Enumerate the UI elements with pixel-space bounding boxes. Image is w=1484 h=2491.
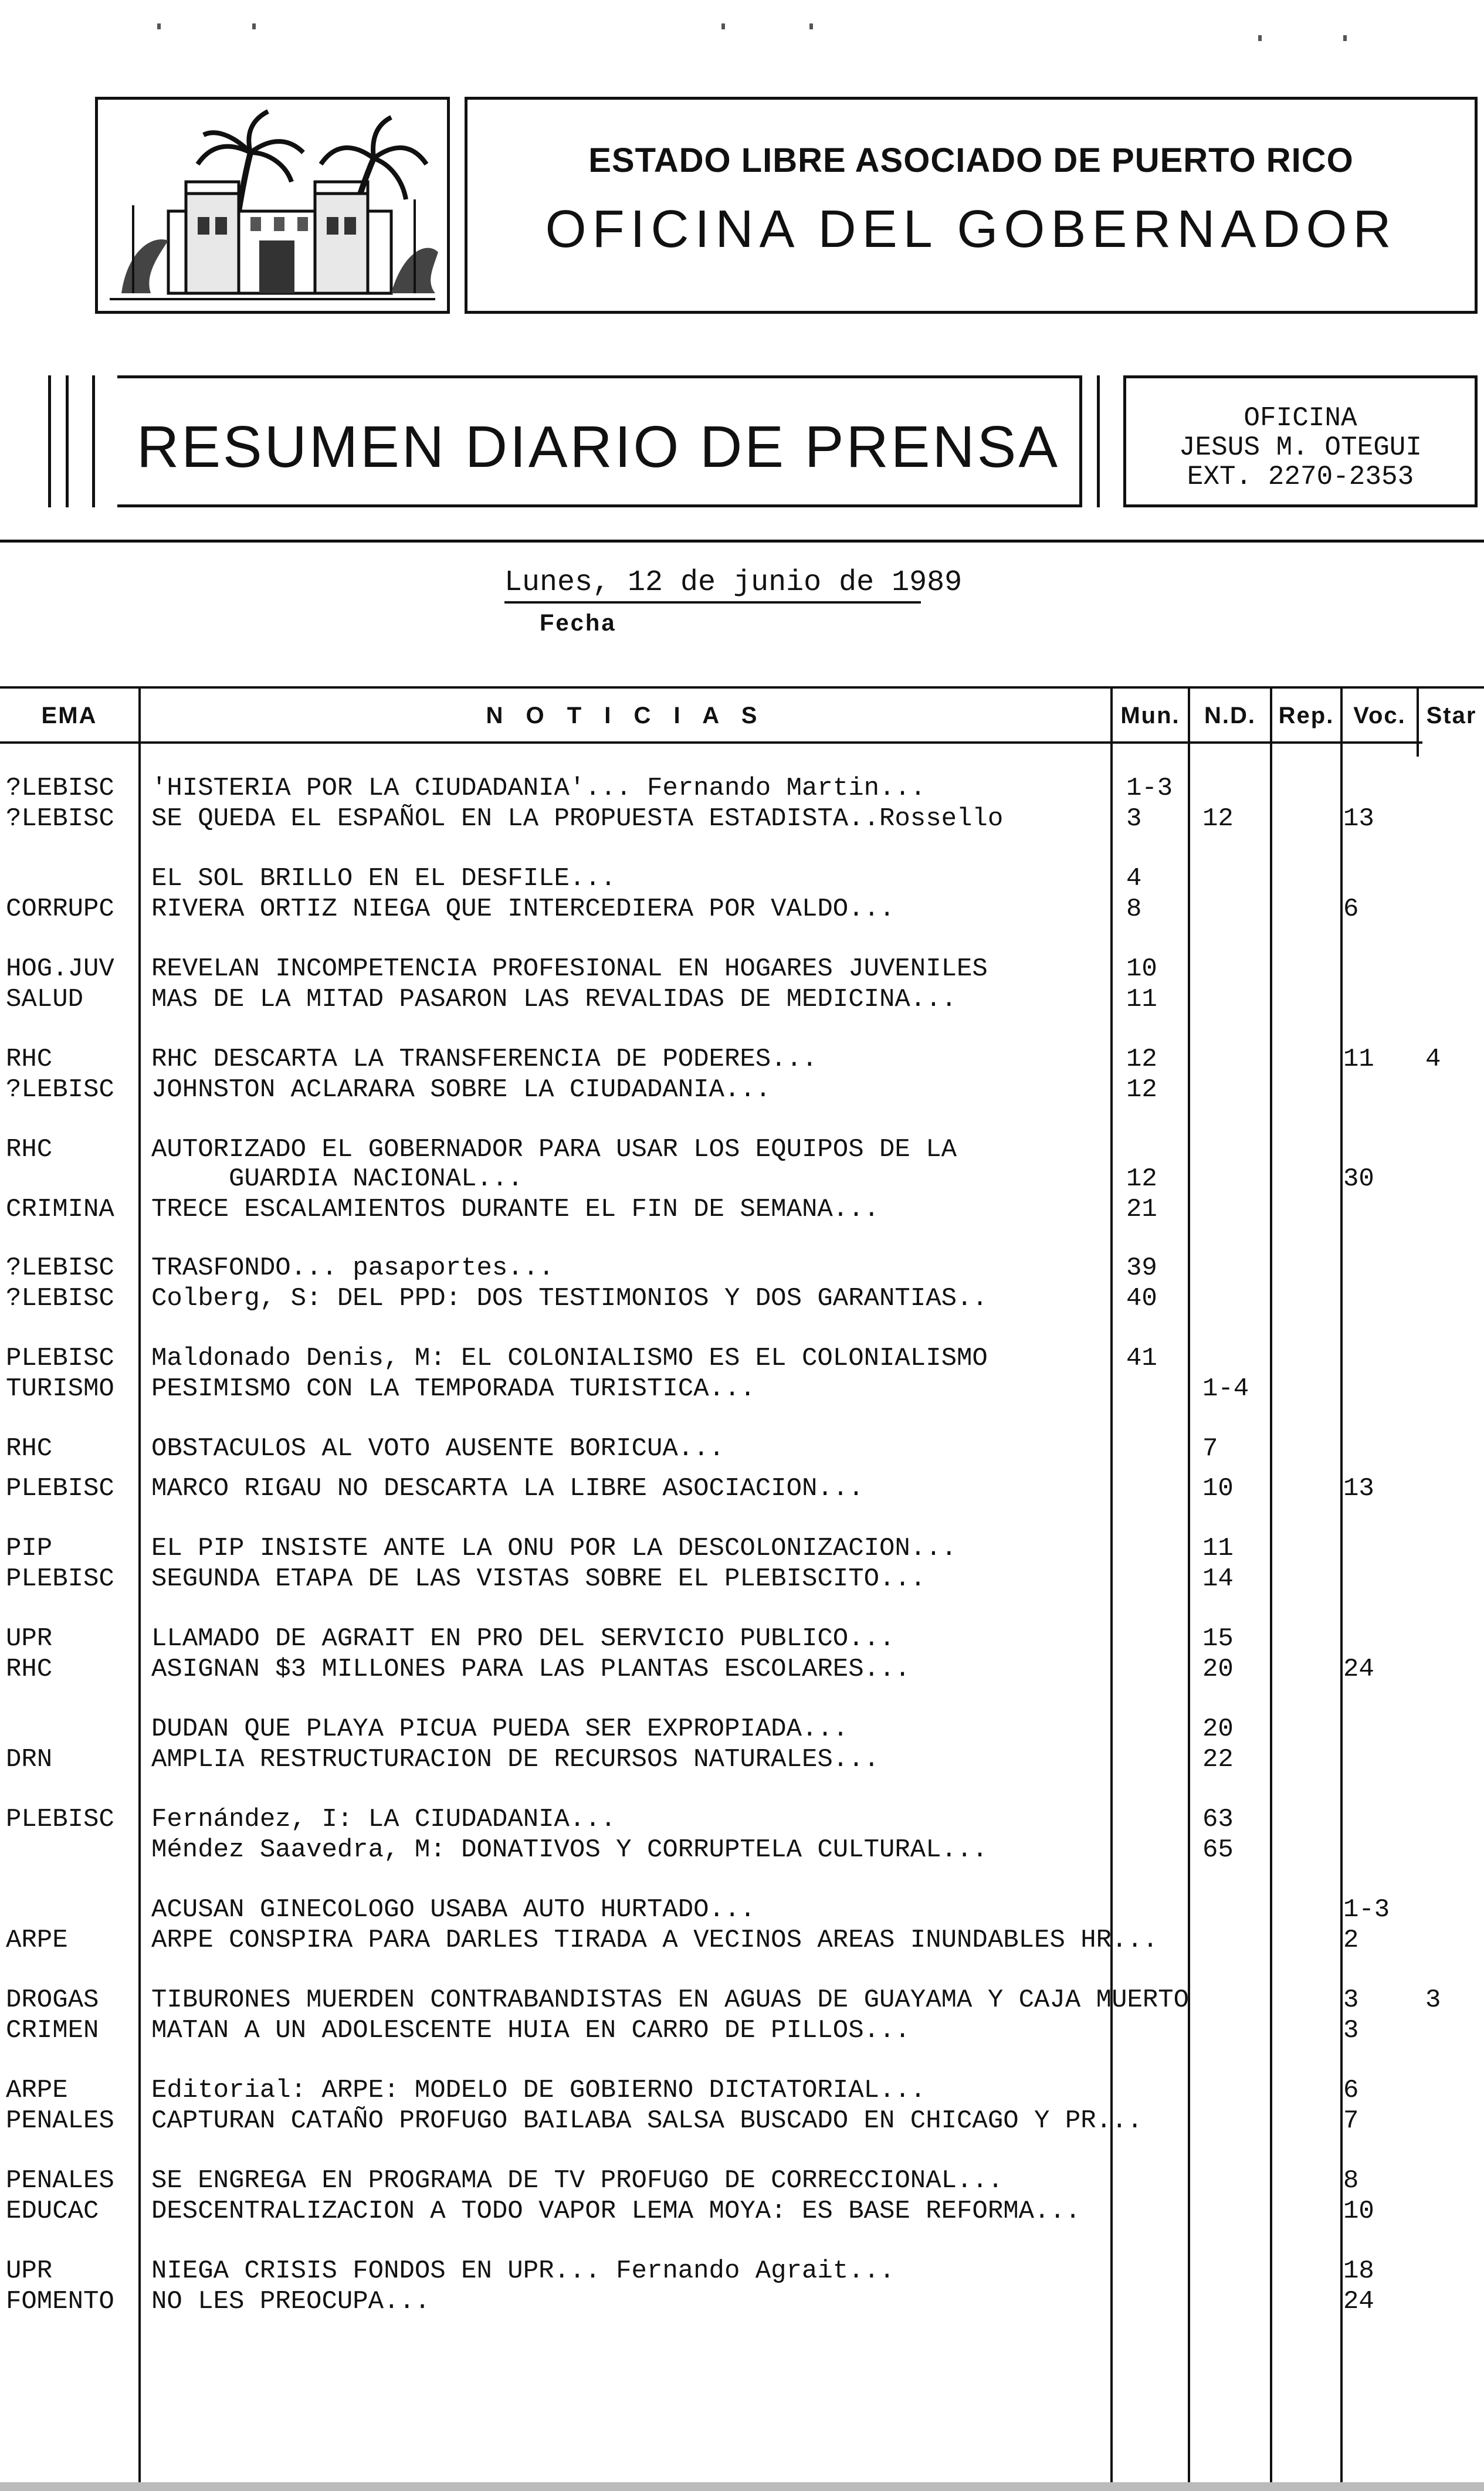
banner-right-bar (1079, 375, 1082, 507)
cell-tema: ?LEBISC (6, 1284, 114, 1313)
cell-nd: 15 (1202, 1624, 1234, 1653)
cell-tema: RHC (6, 1045, 53, 1074)
cell-tema: UPR (6, 1624, 53, 1653)
cell-nd: 11 (1202, 1534, 1234, 1563)
cell-news: 'HISTERIA POR LA CIUDADANIA'... Fernando Martin... (151, 774, 926, 803)
cell-news: TIBURONES MUERDEN CONTRABANDISTAS EN AGUAS DE GUAYAMA Y CAJA MUERTO (151, 1985, 1190, 2015)
cell-mun: 11 (1126, 985, 1157, 1014)
table-row (0, 1283, 1484, 1314)
table-header-rule (0, 741, 1422, 744)
cell-tema: ARPE (6, 2076, 68, 2105)
cell-voc: 13 (1343, 804, 1374, 833)
cell-mun: 4 (1126, 864, 1142, 893)
cell-news: DUDAN QUE PLAYA PICUA PUEDA SER EXPROPIADA... (151, 1714, 849, 1744)
cell-tema: RHC (6, 1434, 53, 1463)
table-row (0, 2106, 1484, 2136)
cell-voc: 8 (1343, 2166, 1359, 2195)
cell-news: TRECE ESCALAMIENTOS DURANTE EL FIN DE SEMANA... (151, 1195, 880, 1224)
contact-extension: EXT. 2270-2353 (1187, 462, 1414, 492)
cell-tema: PLEBISC (6, 1564, 114, 1594)
cell-tema: PIP (6, 1534, 53, 1563)
table-row (0, 1925, 1484, 1955)
table-top-rule (0, 686, 1484, 689)
cell-voc: 6 (1343, 2076, 1359, 2105)
table-row (0, 1253, 1484, 1283)
cell-nd: 22 (1202, 1745, 1234, 1774)
table-row (0, 773, 1484, 804)
cell-mun: 10 (1126, 954, 1157, 984)
header-noticias: N O T I C I A S (486, 702, 765, 728)
table-row (0, 1985, 1484, 2015)
header-mun: Mun. (1120, 702, 1180, 728)
cell-tema: ?LEBISC (6, 1253, 114, 1283)
cell-news: JOHNSTON ACLARARA SOBRE LA CIUDADANIA... (151, 1075, 771, 1104)
table-row (0, 1044, 1484, 1075)
header-nd: N.D. (1204, 702, 1256, 728)
cell-tema: TURISMO (6, 1374, 114, 1404)
table-row (0, 954, 1484, 984)
cell-news: DESCENTRALIZACION A TODO VAPOR LEMA MOYA: ES BASE REFORMA... (151, 2197, 1081, 2226)
cell-mun: 41 (1126, 1344, 1157, 1373)
cell-news: TRASFONDO... pasaportes... (151, 1253, 554, 1283)
logo-box (95, 97, 450, 314)
cell-voc: 18 (1343, 2256, 1374, 2286)
date-underline (504, 601, 921, 604)
scan-speck (721, 23, 725, 29)
table-row (0, 1714, 1484, 1744)
table-row (0, 1804, 1484, 1835)
cell-news: NIEGA CRISIS FONDOS EN UPR... Fernando Agrait... (151, 2256, 895, 2286)
cell-news: EL SOL BRILLO EN EL DESFILE... (151, 864, 616, 893)
cell-mun: 40 (1126, 1284, 1157, 1313)
table-row (0, 1564, 1484, 1594)
cell-tema: CRIMINA (6, 1195, 114, 1224)
cell-news: SE ENGREGA EN PROGRAMA DE TV PROFUGO DE CORRECCIONAL... (151, 2166, 1004, 2195)
cell-mun: 3 (1126, 804, 1142, 833)
cell-news: LLAMADO DE AGRAIT EN PRO DEL SERVICIO PUBLICO... (151, 1624, 895, 1653)
cell-mun: 8 (1126, 894, 1142, 924)
table-row (0, 1654, 1484, 1685)
banner-left-bar (48, 375, 51, 507)
cell-tema: RHC (6, 1135, 53, 1164)
cell-voc: 24 (1343, 2287, 1374, 2316)
cell-news: Editorial: ARPE: MODELO DE GOBIERNO DICTATORIAL... (151, 2076, 926, 2105)
cell-nd: 1-4 (1202, 1374, 1249, 1404)
cell-news: ACUSAN GINECOLOGO USABA AUTO HURTADO... (151, 1895, 755, 1924)
scan-edge (0, 2482, 1484, 2491)
cell-news: Méndez Saavedra, M: DONATIVOS Y CORRUPTELA CULTURAL... (151, 1835, 988, 1865)
cell-nd: 12 (1202, 804, 1234, 833)
table-row (0, 984, 1484, 1015)
office-name: OFICINA DEL GOBERNADOR (545, 200, 1397, 259)
title-box (465, 97, 1478, 314)
cell-tema: UPR (6, 2256, 53, 2286)
table-row (0, 1194, 1484, 1225)
table-row (0, 1374, 1484, 1404)
cell-tema: ARPE (6, 1926, 68, 1955)
cell-news: GUARDIA NACIONAL... (151, 1164, 523, 1194)
cell-tema: RHC (6, 1655, 53, 1684)
cell-tema: PLEBISC (6, 1805, 114, 1834)
cell-nd: 65 (1202, 1835, 1234, 1865)
cell-tema: PLEBISC (6, 1344, 114, 1373)
scan-speck (157, 23, 161, 29)
header-tema: EMA (41, 702, 97, 728)
cell-voc: 6 (1343, 894, 1359, 924)
cell-news: MAS DE LA MITAD PASARON LAS REVALIDAS DE MEDICINA... (151, 985, 957, 1014)
cell-mun: 39 (1126, 1253, 1157, 1283)
cell-nd: 63 (1202, 1805, 1234, 1834)
header-voc: Voc. (1353, 702, 1406, 728)
fortaleza-building-illustration (98, 100, 447, 311)
cell-nd: 10 (1202, 1474, 1234, 1503)
cell-news: REVELAN INCOMPETENCIA PROFESIONAL EN HOGARES JUVENILES (151, 954, 988, 984)
cell-voc: 24 (1343, 1655, 1374, 1684)
cell-news: NO LES PREOCUPA... (151, 2287, 431, 2316)
cell-voc: 10 (1343, 2197, 1374, 2226)
cell-nd: 20 (1202, 1655, 1234, 1684)
cell-news: SEGUNDA ETAPA DE LAS VISTAS SOBRE EL PLEBISCITO... (151, 1564, 926, 1594)
cell-mun: 12 (1126, 1045, 1157, 1074)
cell-news: SE QUEDA EL ESPAÑOL EN LA PROPUESTA ESTADISTA..Rossello (151, 804, 1004, 833)
cell-news: AMPLIA RESTRUCTURACION DE RECURSOS NATURALES... (151, 1745, 880, 1774)
table-row (0, 863, 1484, 894)
cell-voc: 30 (1343, 1164, 1374, 1194)
table-row (0, 1533, 1484, 1564)
cell-tema: HOG.JUV (6, 954, 114, 984)
table-row (0, 1473, 1484, 1504)
table-row (0, 1134, 1484, 1165)
table-row (0, 1164, 1484, 1194)
table-row (0, 804, 1484, 834)
cell-mun: 21 (1126, 1195, 1157, 1224)
table-row (0, 1894, 1484, 1925)
cell-mun: 12 (1126, 1075, 1157, 1104)
cell-voc: 3 (1343, 2016, 1359, 2045)
cell-tema: SALUD (6, 985, 84, 1014)
table-row (0, 2075, 1484, 2106)
cell-voc: 11 (1343, 1045, 1374, 1074)
table-row (0, 1075, 1484, 1105)
banner-box (117, 375, 1079, 507)
cell-news: RHC DESCARTA LA TRANSFERENCIA DE PODERES... (151, 1045, 818, 1074)
cell-star: 4 (1425, 1045, 1441, 1074)
cell-tema: PENALES (6, 2106, 114, 2136)
cell-voc: 3 (1343, 1985, 1359, 2015)
header-rep: Rep. (1278, 702, 1334, 728)
scan-speck (1343, 35, 1347, 41)
cell-news: Maldonado Denis, M: EL COLONIALISMO ES EL COLONIALISMO (151, 1344, 988, 1373)
cell-news: MATAN A UN ADOLESCENTE HUIA EN CARRO DE PILLOS... (151, 2016, 910, 2045)
cell-tema: CRIMEN (6, 2016, 99, 2045)
cell-voc: 13 (1343, 1474, 1374, 1503)
contact-name: JESUS M. OTEGUI (1178, 432, 1422, 463)
cell-nd: 20 (1202, 1714, 1234, 1744)
table-row (0, 1835, 1484, 1865)
table-row (0, 1624, 1484, 1654)
contact-office: OFICINA (1244, 403, 1357, 433)
table-row (0, 1744, 1484, 1775)
cell-tema: DRN (6, 1745, 53, 1774)
cell-news: RIVERA ORTIZ NIEGA QUE INTERCEDIERA POR VALDO... (151, 894, 895, 924)
date-label: Fecha (540, 610, 616, 636)
cell-tema: EDUCAC (6, 2197, 99, 2226)
cell-news: Fernández, I: LA CIUDADANIA... (151, 1805, 616, 1834)
cell-star: 3 (1425, 1985, 1441, 2015)
cell-news: Colberg, S: DEL PPD: DOS TESTIMONIOS Y DOS GARANTIAS.. (151, 1284, 988, 1313)
cell-tema: ?LEBISC (6, 774, 114, 803)
scan-speck (1258, 35, 1262, 41)
cell-news: MARCO RIGAU NO DESCARTA LA LIBRE ASOCIACION... (151, 1474, 864, 1503)
banner-right-bar (1097, 375, 1100, 507)
separator-rule (0, 540, 1484, 543)
banner-left-bar (92, 375, 95, 507)
table-row (0, 894, 1484, 924)
cell-voc: 7 (1343, 2106, 1359, 2136)
cell-news: CAPTURAN CATAÑO PROFUGO BAILABA SALSA BUSCADO EN CHICAGO Y PR... (151, 2106, 1143, 2136)
banner-title: RESUMEN DIARIO DE PRENSA (136, 414, 1061, 480)
table-row (0, 1433, 1484, 1464)
cell-news: ASIGNAN $3 MILLONES PARA LAS PLANTAS ESCOLARES... (151, 1655, 910, 1684)
cell-news: AUTORIZADO EL GOBERNADOR PARA USAR LOS EQUIPOS DE LA (151, 1135, 957, 1164)
banner-left-bar (66, 375, 69, 507)
cell-news: OBSTACULOS AL VOTO AUSENTE BORICUA... (151, 1434, 724, 1463)
cell-tema: ?LEBISC (6, 1075, 114, 1104)
scan-speck (809, 23, 813, 29)
cell-tema: FOMENTO (6, 2287, 114, 2316)
cell-nd: 7 (1202, 1434, 1218, 1463)
table-row (0, 2015, 1484, 2046)
cell-mun: 1-3 (1126, 774, 1173, 803)
cell-mun: 12 (1126, 1164, 1157, 1194)
table-row (0, 1343, 1484, 1374)
cell-news: ARPE CONSPIRA PARA DARLES TIRADA A VECINOS AREAS INUNDABLES HR... (151, 1926, 1158, 1955)
cell-tema: PLEBISC (6, 1474, 114, 1503)
table-row (0, 2165, 1484, 2196)
table-row (0, 2256, 1484, 2286)
cell-news: PESIMISMO CON LA TEMPORADA TURISTICA... (151, 1374, 755, 1404)
cell-tema: ?LEBISC (6, 804, 114, 833)
cell-tema: CORRUPC (6, 894, 114, 924)
cell-news: EL PIP INSISTE ANTE LA ONU POR LA DESCOLONIZACION... (151, 1534, 957, 1563)
cell-voc: 2 (1343, 1926, 1359, 1955)
government-name: ESTADO LIBRE ASOCIADO DE PUERTO RICO (588, 141, 1354, 179)
cell-tema: DROGAS (6, 1985, 99, 2015)
contact-box (1123, 375, 1478, 507)
cell-voc: 1-3 (1343, 1895, 1390, 1924)
cell-nd: 14 (1202, 1564, 1234, 1594)
table-row (0, 2196, 1484, 2226)
date-value: Lunes, 12 de junio de 1989 (504, 566, 963, 599)
table-row (0, 2286, 1484, 2317)
cell-tema: PENALES (6, 2166, 114, 2195)
scan-speck (252, 23, 256, 29)
header-star: Star (1426, 702, 1477, 728)
